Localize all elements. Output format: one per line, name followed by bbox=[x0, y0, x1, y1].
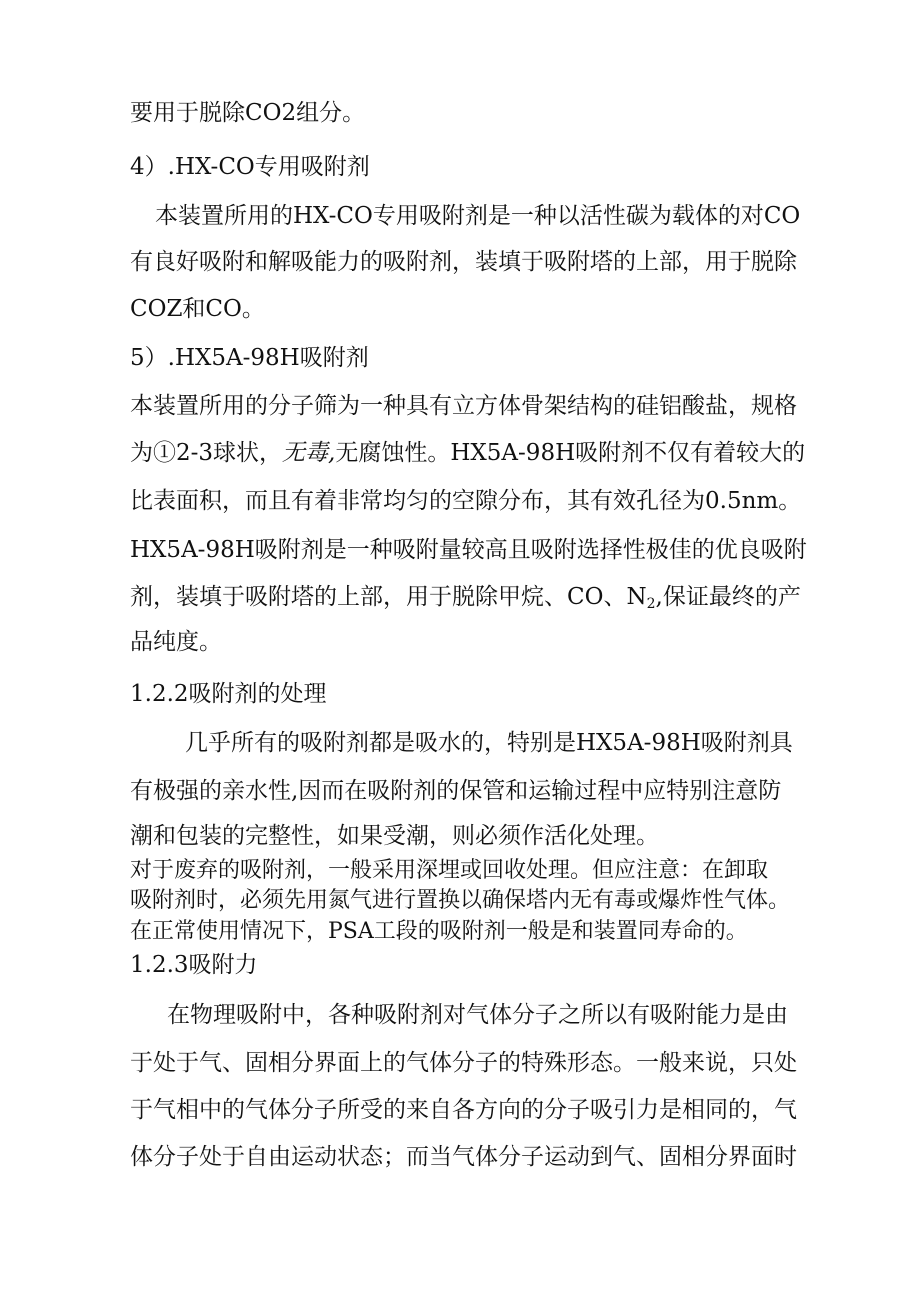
text-line-8-part-3: 无腐蚀性。HX5A-98H吸附剂不仅有着较大的 bbox=[335, 440, 806, 466]
text-line-23: 于气相中的气体分子所受的来自各方向的分子吸引力是相同的，气 bbox=[130, 1097, 797, 1123]
text-line-8-part-1: 为①2-3球状， bbox=[130, 440, 283, 466]
text-line-1: 要用于脱除CO2组分。 bbox=[130, 100, 366, 126]
text-line-7: 本装置所用的分子筛为一种具有立方体骨架结构的硅铝酸盐，规格 bbox=[130, 393, 797, 419]
text-line-14: 几乎所有的吸附剂都是吸水的，特别是HX5A-98H吸附剂具 bbox=[185, 730, 793, 756]
text-line-15: 有极强的亲水性,因而在吸附剂的保管和运输过程中应特别注意防 bbox=[130, 778, 782, 804]
text-line-3: 本装置所用的HX-CO专用吸附剂是一种以活性碳为载体的对CO bbox=[155, 203, 801, 229]
text-line-11-part-2: ,保证最终的产 bbox=[655, 584, 801, 610]
text-line-8 bbox=[130, 438, 805, 468]
text-line-24: 体分子处于自由运动状态；而当气体分子运动到气、固相分界面时 bbox=[130, 1144, 797, 1170]
text-line-17: 对于废弃的吸附剂，一般采用深埋或回收处理。但应注意：在卸取 bbox=[130, 858, 769, 883]
text-line-5: COZ和CO。 bbox=[130, 296, 265, 322]
text-line-9: 比表面积，而且有着非常均匀的空隙分布，其有效孔径为0.5nm。 bbox=[130, 488, 802, 514]
text-line-11 bbox=[130, 582, 801, 612]
section-heading-1-2-3: 1.2.3吸附力 bbox=[130, 952, 258, 978]
subscript-2: 2 bbox=[646, 596, 656, 612]
text-line-18: 吸附剂时，必须先用氮气进行置换以确保塔内无有毒或爆炸性气体。 bbox=[130, 888, 791, 913]
text-line-11-part-1: 剂，装填于吸附塔的上部，用于脱除甲烷、CO、N bbox=[130, 584, 647, 610]
text-line-12: 品纯度。 bbox=[130, 629, 222, 655]
text-line-22: 于处于气、固相分界面上的气体分子的特殊形态。一般来说，只处 bbox=[130, 1050, 797, 1076]
text-line-16: 潮和包装的完整性，如果受潮，则必须作活化处理。 bbox=[130, 823, 659, 849]
text-line-8-italic: 无毒, bbox=[282, 440, 336, 466]
text-line-19: 在正常使用情况下，PSA工段的吸附剂一般是和装置同寿命的。 bbox=[130, 919, 748, 944]
section-heading-hx5a: 5）.HX5A-98H吸附剂 bbox=[130, 345, 369, 371]
section-heading-hx-co: 4）.HX-CO专用吸附剂 bbox=[130, 154, 370, 180]
text-line-21: 在物理吸附中，各种吸附剂对气体分子之所以有吸附能力是由 bbox=[167, 1002, 788, 1028]
text-line-4: 有良好吸附和解吸能力的吸附剂，装填于吸附塔的上部，用于脱除 bbox=[130, 249, 797, 275]
text-line-10: HX5A-98H吸附剂是一种吸附量较高且吸附选择性极佳的优良吸附 bbox=[130, 537, 807, 563]
section-heading-1-2-2: 1.2.2吸附剂的处理 bbox=[130, 681, 327, 707]
